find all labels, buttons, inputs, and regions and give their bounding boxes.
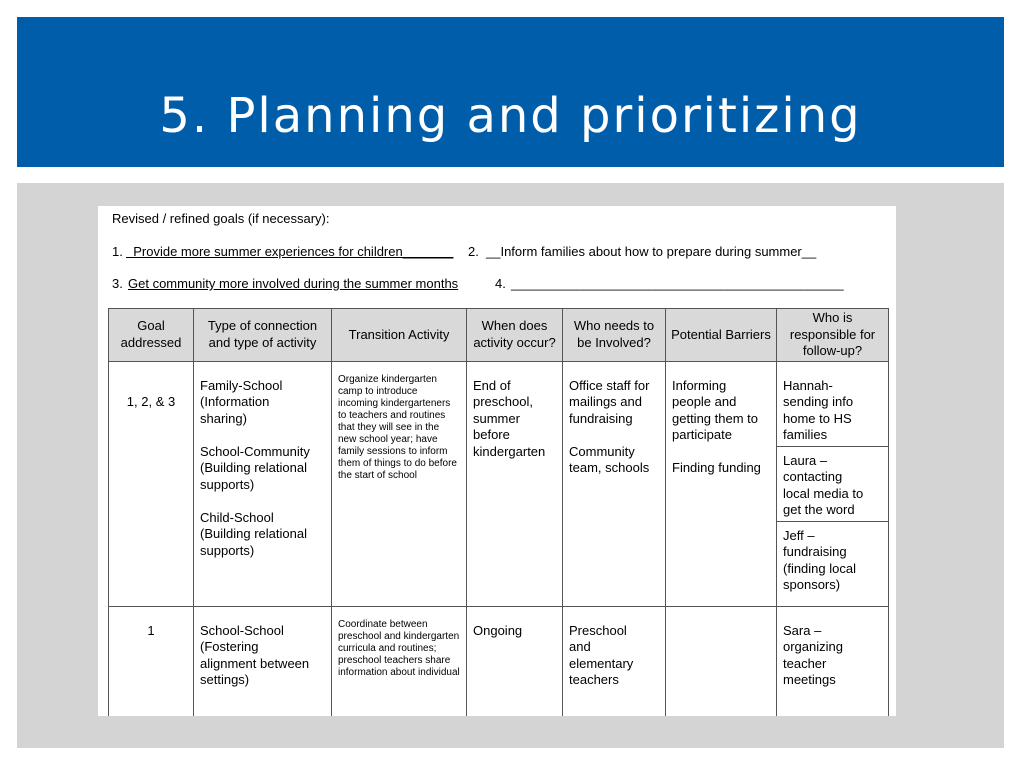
goal-1-number: 1. xyxy=(112,244,123,259)
row1-activity: Organize kindergarten camp to introduce incoming kindergarteners to teachers and routines that they will see in the new school year; have family sessions to inform them of things to do before the start of school xyxy=(332,361,467,606)
row2-goal: 1 xyxy=(109,606,194,716)
goal-4-text: ______________________________________________ xyxy=(511,276,844,291)
row2-when: Ongoing xyxy=(467,606,563,716)
row1-connection: Family-School (Information sharing) School-Community (Building relational supports) Child-School (Building relational supports) xyxy=(194,361,332,606)
slide-content-area xyxy=(17,183,1004,748)
row1-responsible-2: Laura – contacting local media to get the word xyxy=(777,446,889,521)
document-image xyxy=(98,206,896,716)
goal-3-text: Get community more involved during the summer months xyxy=(128,276,459,291)
slide-title: 5. Planning and prioritizing xyxy=(159,88,862,144)
row2-barriers xyxy=(666,606,777,716)
row1-goal: 1, 2, & 3 xyxy=(109,361,194,606)
header-who-responsible: Who is responsible for follow-up? xyxy=(777,309,889,362)
goal-1-text: Provide more summer experiences for children_______ xyxy=(126,244,454,259)
header-type-of-connection: Type of connection and type of activity xyxy=(194,309,332,362)
row2-connection: School-School (Fostering alignment between settings) xyxy=(194,606,332,716)
table-header-row xyxy=(109,309,889,362)
table-row xyxy=(109,361,889,446)
row2-activity: Coordinate between preschool and kindergarten curricula and routines; preschool teachers share information about individual xyxy=(332,606,467,716)
goal-2-number: 2. xyxy=(468,244,479,259)
header-when: When does activity occur? xyxy=(467,309,563,362)
header-potential-barriers: Potential Barriers xyxy=(666,309,777,362)
row1-when: End of preschool, summer before kindergarten xyxy=(467,361,563,606)
header-who-needs: Who needs to be Involved? xyxy=(563,309,666,362)
row1-who: Office staff for mailings and fundraising Community team, schools xyxy=(563,361,666,606)
goal-4-number: 4. xyxy=(495,276,506,291)
goals-heading: Revised / refined goals (if necessary): xyxy=(112,211,330,226)
header-goal-addressed: Goal addressed xyxy=(109,309,194,362)
goal-2-text: __Inform families about how to prepare during summer__ xyxy=(486,244,817,259)
goal-3-number: 3. xyxy=(112,276,123,291)
row1-barriers: Informing people and getting them to participate Finding funding xyxy=(666,361,777,606)
header-transition-activity: Transition Activity xyxy=(332,309,467,362)
row1-responsible-1: Hannah- sending info home to HS families xyxy=(777,361,889,446)
table-row xyxy=(109,606,889,716)
planning-table xyxy=(108,308,889,716)
row2-who: Preschool and elementary teachers xyxy=(563,606,666,716)
row2-responsible: Sara – organizing teacher meetings xyxy=(777,606,889,716)
row1-responsible-3: Jeff – fundraising (finding local sponsors) xyxy=(777,521,889,606)
slide-header xyxy=(17,17,1004,167)
